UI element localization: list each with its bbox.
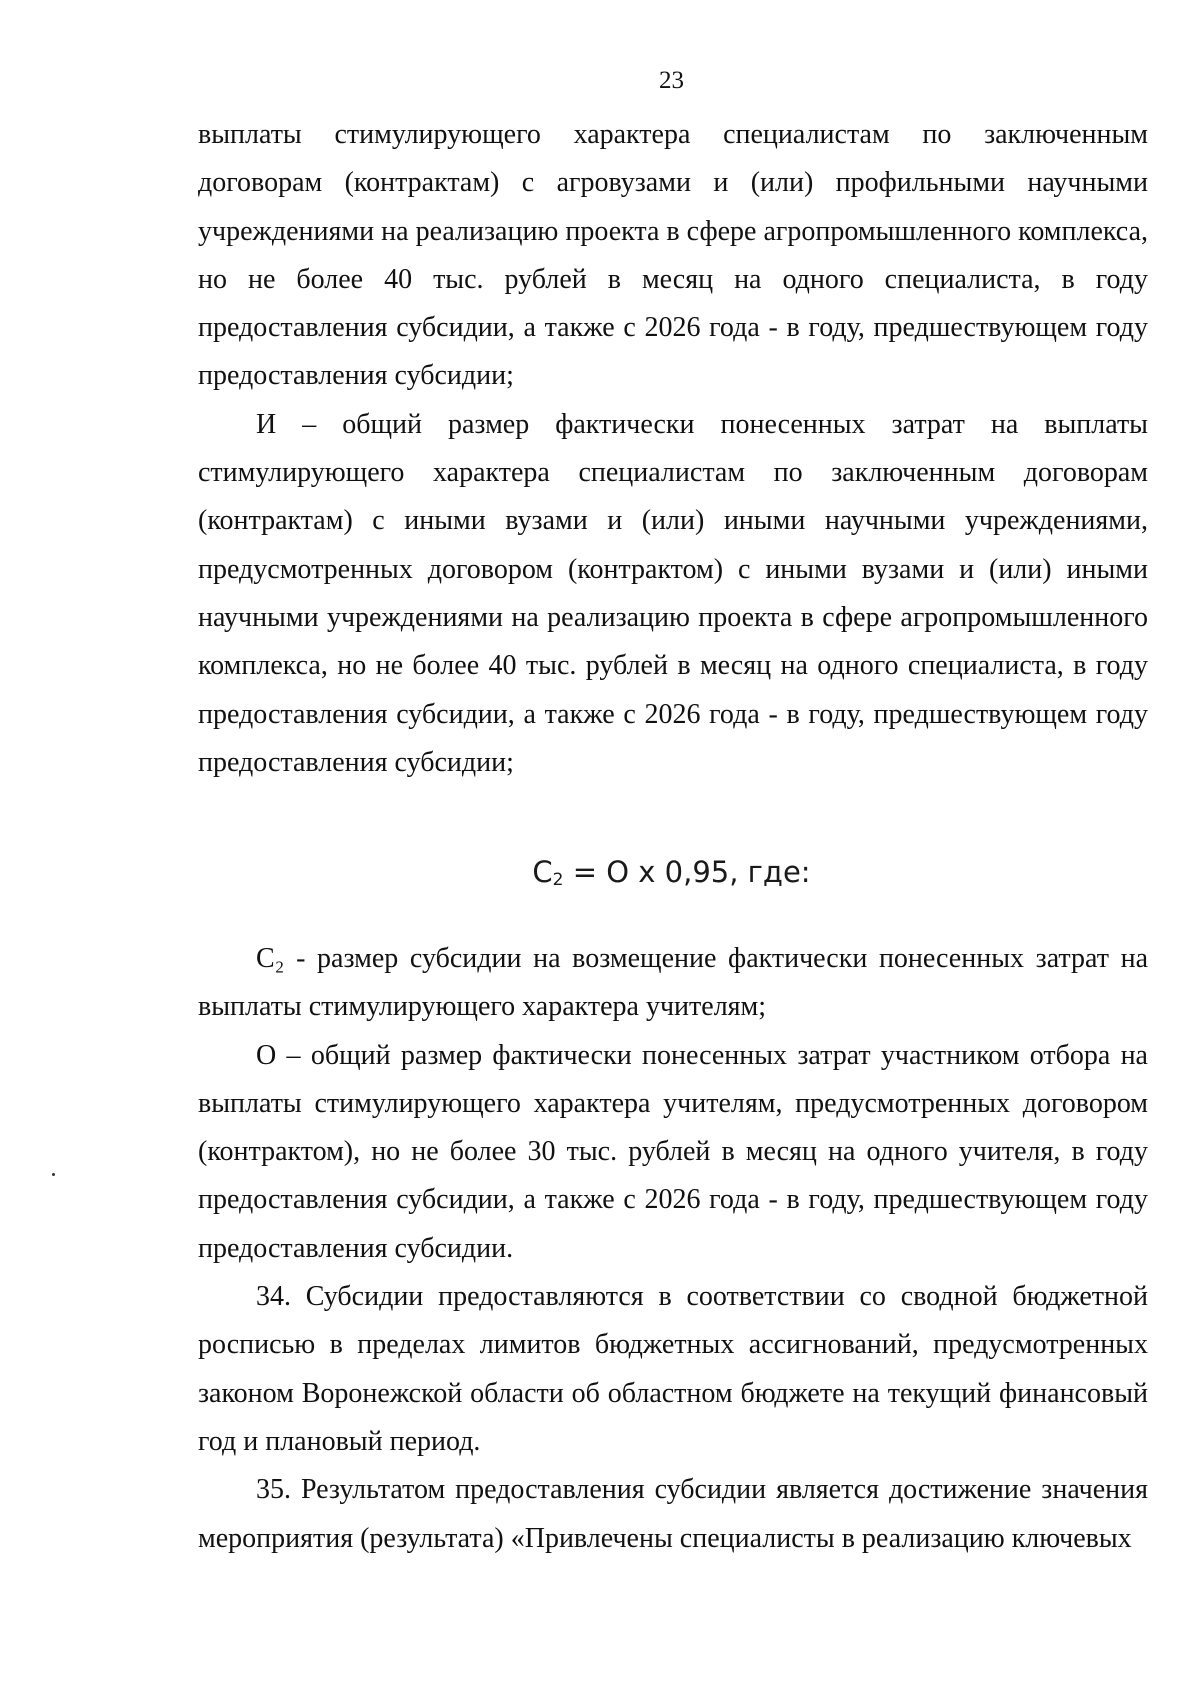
text-block-upper — [198, 111, 1148, 787]
formula-c2 — [0, 852, 1200, 900]
paragraph-continuation: выплаты стимулирующего характера специалистам по заключенным договорам (контрактам) с агровузами и (или) профильными научными учреждениями на реализацию проекта в сфере агропромышленного комплекса, но не более 40 тыс. рублей в месяц на одного специалиста, в году предоставления субсидии, а также с 2026 года - в году, предшествующем году предоставления субсидии; — [198, 119, 1148, 392]
page-number: 23 — [659, 67, 684, 94]
formula-subscript: 2 — [552, 870, 564, 890]
paragraph-definition-o: О – общий размер фактически понесенных затрат участником отбора на выплаты стимулирующего характера учителям, предусмотренных договором (контрактом), но не более 30 тыс. рублей в месяц на одного учителя, в году предоставления субсидии, а также с 2026 года - в году, предшествующем году предоставления субсидии. — [198, 1039, 1148, 1264]
paragraph-definition-i: И – общий размер фактически понесенных затрат на выплаты стимулирующего характера специалистам по заключенным договорам (контрактам) с иными вузами и (или) иными научными учреждениями, предусмотренных договором (контрактом) с иными вузами и (или) иными научными учреждениями на реализацию проекта в сфере агропромышленного комплекса, но не более 40 тыс. рублей в месяц на одного специалиста, в году предоставления субсидии, а также с 2026 года - в году, предшествующем году предоставления субсидии; — [198, 408, 1148, 778]
paragraph-34: 34. Субсидии предоставляются в соответствии со сводной бюджетной росписью в пределах лимитов бюджетных ассигнований, предусмотренных законом Воронежской области об областном бюджете на текущий финансовый год и плановый период. — [198, 1281, 1148, 1457]
formula-expression: = O x 0,95, где: — [563, 855, 811, 889]
text-block-lower — [198, 935, 1148, 1563]
paragraph-definition-c2: C₂ - размер субсидии на возмещение фактически понесенных затрат на выплаты стимулирующего характера учителям; — [198, 943, 1148, 1023]
formula-symbol: C — [532, 855, 553, 889]
scan-speck — [52, 1173, 55, 1176]
paragraph-35: 35. Результатом предоставления субсидии является достижение значения мероприятия (результата) «Привлечены специалисты в реализацию ключевых — [198, 1474, 1148, 1554]
